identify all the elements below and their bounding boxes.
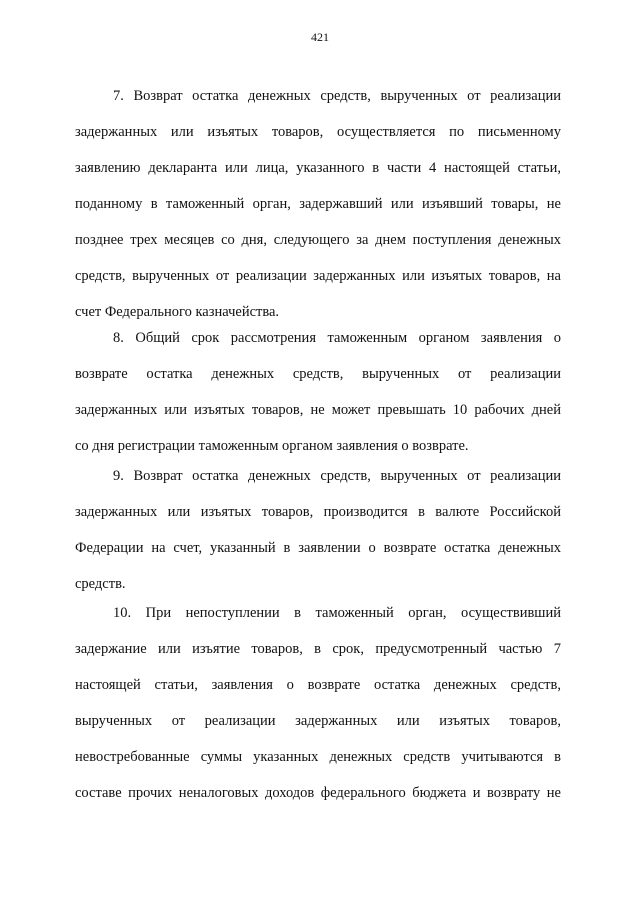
text-line: со дня регистрации таможенным органом заявления о возврате. xyxy=(75,438,469,454)
page-number: 421 xyxy=(311,30,329,44)
text-line: средств. xyxy=(75,576,126,592)
text-line: Федерации на счет, указанный в заявлении о возврате остатка денежных xyxy=(75,540,561,556)
paragraph-9 xyxy=(75,466,561,610)
text-line: задержанных или изъятых товаров, осуществляется по письменному xyxy=(75,124,561,140)
text-line: возврате остатка денежных средств, вырученных от реализации xyxy=(75,366,561,382)
paragraph-7 xyxy=(75,86,561,338)
text-line: задержанных или изъятых товаров, производится в валюте Российской xyxy=(75,504,561,520)
text-line: невостребованные суммы указанных денежных средств учитываются в xyxy=(75,749,561,765)
text-line: 7. Возврат остатка денежных средств, вырученных от реализации xyxy=(113,88,561,104)
text-line: позднее трех месяцев со дня, следующего за днем поступления денежных xyxy=(75,232,561,248)
text-line: вырученных от реализации задержанных или изъятых товаров, xyxy=(75,713,561,729)
text-line: счет Федерального казначейства. xyxy=(75,304,280,320)
text-line: заявлению декларанта или лица, указанного в части 4 настоящей статьи, xyxy=(75,160,561,176)
text-line: настоящей статьи, заявления о возврате остатка денежных средств, xyxy=(75,677,561,693)
text-line: задержание или изъятие товаров, в срок, предусмотренный частью 7 xyxy=(75,641,561,657)
paragraph-10 xyxy=(75,603,561,819)
text-line: 10. При непоступлении в таможенный орган, осуществивший xyxy=(113,605,561,621)
text-line: 9. Возврат остатка денежных средств, вырученных от реализации xyxy=(113,468,561,484)
text-line: поданному в таможенный орган, задержавший или изъявший товары, не xyxy=(75,196,561,212)
text-line: задержанных или изъятых товаров, не может превышать 10 рабочих дней xyxy=(75,402,561,418)
text-line: составе прочих неналоговых доходов федерального бюджета и возврату не xyxy=(75,785,561,801)
text-line: средств, вырученных от реализации задержанных или изъятых товаров, на xyxy=(75,268,561,284)
paragraph-8 xyxy=(75,328,561,472)
text-line: 8. Общий срок рассмотрения таможенным органом заявления о xyxy=(113,330,561,346)
